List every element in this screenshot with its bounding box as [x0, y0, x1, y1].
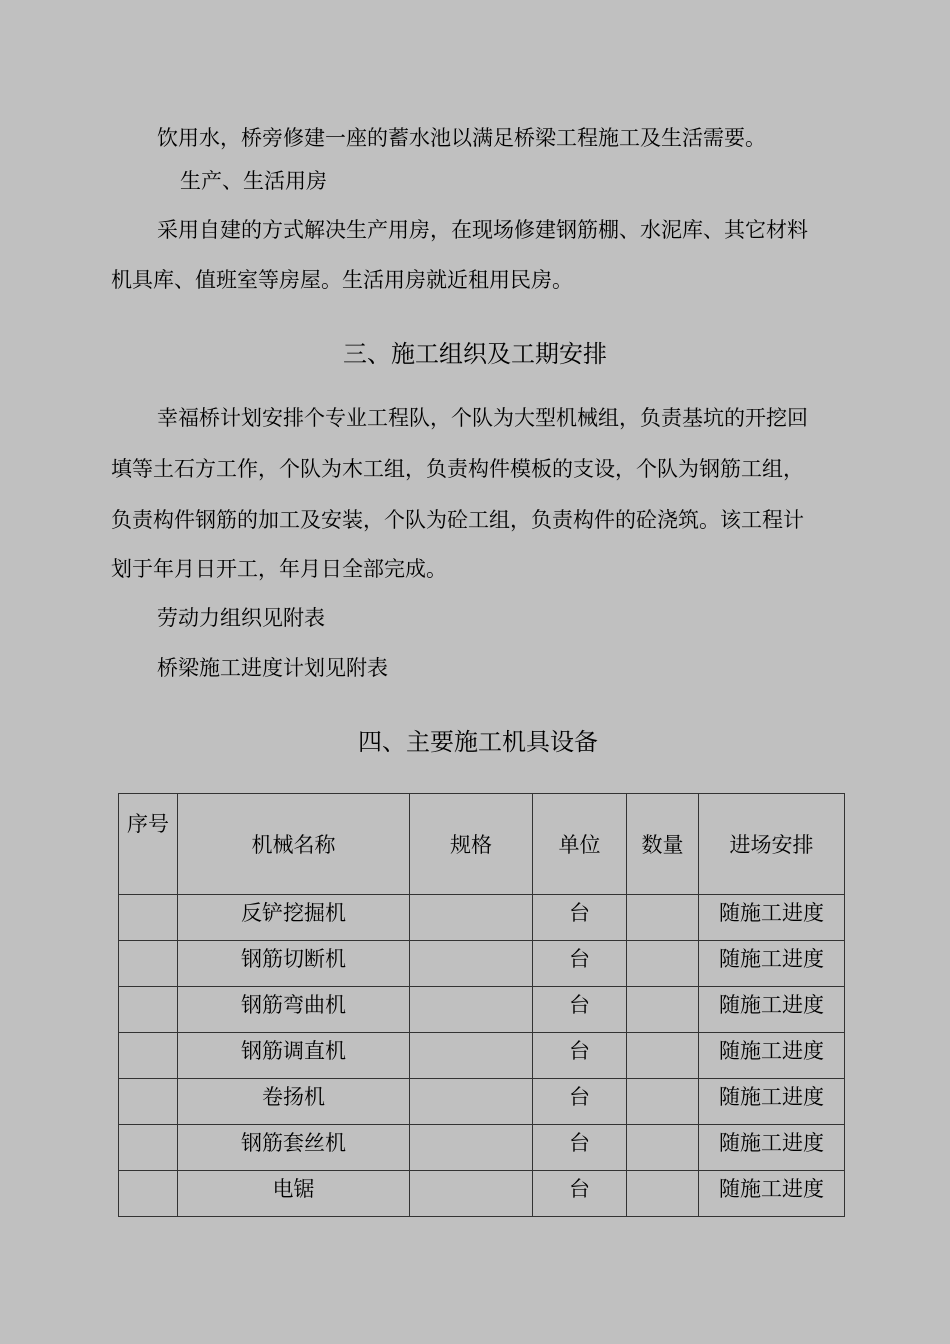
cell-spec: [410, 941, 533, 987]
cell-schedule: 随施工进度: [699, 987, 845, 1033]
cell-unit: 台: [533, 895, 627, 941]
cell-name: 钢筋切断机: [178, 941, 410, 987]
cell-unit: 台: [533, 941, 627, 987]
section3-paragraph-line3: 负责构件钢筋的加工及安装，个队为砼工组，负责构件的砼浇筑。该工程计: [111, 508, 804, 532]
cell-spec: [410, 895, 533, 941]
header-seq: 序号: [119, 794, 178, 895]
header-schedule: 进场安排: [699, 794, 845, 895]
section3-paragraph-line4: 划于年月日开工，年月日全部完成。: [111, 557, 447, 581]
cell-spec: [410, 987, 533, 1033]
cell-unit: 台: [533, 1171, 627, 1217]
cell-unit: 台: [533, 1033, 627, 1079]
table-row: [119, 1079, 845, 1125]
table-row: [119, 1125, 845, 1171]
cell-qty: [627, 895, 699, 941]
cell-qty: [627, 1079, 699, 1125]
equipment-table: [118, 793, 845, 1217]
paragraph-housing-line1: 采用自建的方式解决生产用房，在现场修建钢筋棚、水泥库、其它材料: [157, 218, 808, 242]
section3-paragraph-line2: 填等土石方工作，个队为木工组，负责构件模板的支设，个队为钢筋工组，: [111, 457, 804, 481]
cell-schedule: 随施工进度: [699, 941, 845, 987]
cell-name: 钢筋调直机: [178, 1033, 410, 1079]
cell-schedule: 随施工进度: [699, 1125, 845, 1171]
cell-spec: [410, 1171, 533, 1217]
cell-name: 钢筋套丝机: [178, 1125, 410, 1171]
cell-spec: [410, 1033, 533, 1079]
section3-title: 三、施工组织及工期安排: [343, 340, 607, 368]
cell-unit: 台: [533, 1125, 627, 1171]
cell-seq: [119, 941, 178, 987]
cell-unit: 台: [533, 1079, 627, 1125]
table-row: [119, 1171, 845, 1217]
header-unit: 单位: [533, 794, 627, 895]
header-qty: 数量: [627, 794, 699, 895]
header-spec: 规格: [410, 794, 533, 895]
cell-seq: [119, 987, 178, 1033]
cell-qty: [627, 987, 699, 1033]
cell-unit: 台: [533, 987, 627, 1033]
schedule-plan-note: 桥梁施工进度计划见附表: [157, 656, 388, 680]
cell-seq: [119, 1033, 178, 1079]
table-header-row: [119, 794, 845, 895]
cell-qty: [627, 941, 699, 987]
cell-qty: [627, 1125, 699, 1171]
cell-seq: [119, 895, 178, 941]
cell-name: 电锯: [178, 1171, 410, 1217]
cell-schedule: 随施工进度: [699, 1079, 845, 1125]
cell-seq: [119, 1079, 178, 1125]
paragraph-water: 饮用水，桥旁修建一座的蓄水池以满足桥梁工程施工及生活需要。: [157, 126, 766, 150]
section4-title: 四、主要施工机具设备: [358, 728, 598, 756]
cell-name: 卷扬机: [178, 1079, 410, 1125]
table-row: [119, 1033, 845, 1079]
table-row: [119, 987, 845, 1033]
cell-spec: [410, 1079, 533, 1125]
subheading-housing: 生产、生活用房: [180, 169, 327, 193]
cell-schedule: 随施工进度: [699, 1171, 845, 1217]
cell-seq: [119, 1171, 178, 1217]
cell-spec: [410, 1125, 533, 1171]
cell-schedule: 随施工进度: [699, 1033, 845, 1079]
cell-qty: [627, 1033, 699, 1079]
cell-name: 钢筋弯曲机: [178, 987, 410, 1033]
section3-paragraph-line1: 幸福桥计划安排个专业工程队，个队为大型机械组，负责基坑的开挖回: [157, 406, 808, 430]
cell-seq: [119, 1125, 178, 1171]
header-name: 机械名称: [178, 794, 410, 895]
table-row: [119, 941, 845, 987]
cell-name: 反铲挖掘机: [178, 895, 410, 941]
cell-qty: [627, 1171, 699, 1217]
cell-schedule: 随施工进度: [699, 895, 845, 941]
paragraph-housing-line2: 机具库、值班室等房屋。生活用房就近租用民房。: [111, 268, 573, 292]
labor-org-note: 劳动力组织见附表: [157, 606, 325, 630]
table-row: [119, 895, 845, 941]
